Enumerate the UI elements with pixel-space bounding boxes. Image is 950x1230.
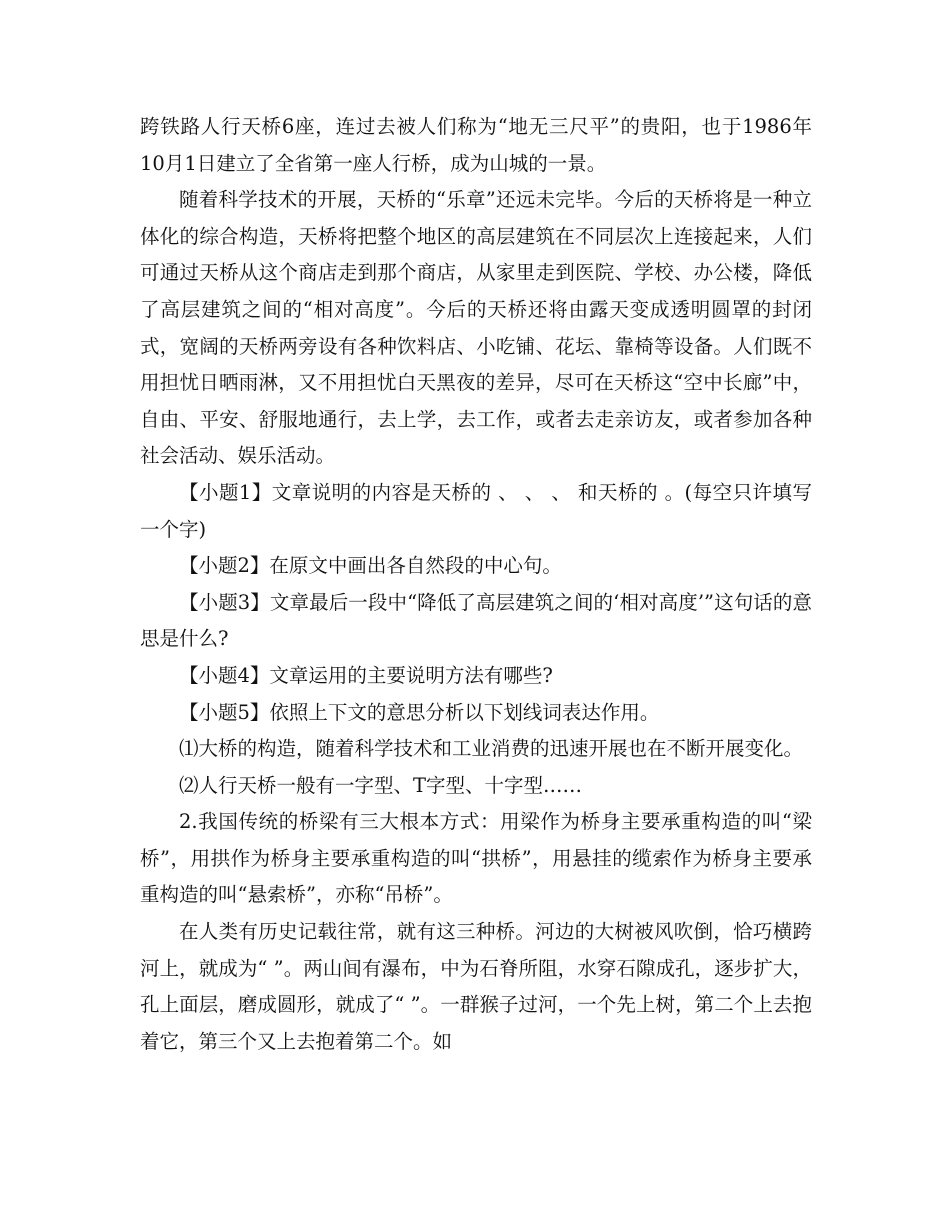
document-page [140, 109, 812, 1060]
question-4: 【小题4】文章运用的主要说明方法有哪些? [179, 663, 553, 687]
question-1: 【小题1】文章说明的内容是天桥的 、 、 、 和天桥的 。(每空只许填写一个字) [140, 480, 812, 541]
passage-2-body: 在人类有历史记载往常，就有这三种桥。河边的大树被风吹倒，恰巧横跨河上，就成为“ ”。两山间有瀑布，中为石脊所阻，水穿石隙成孔，逐步扩大，孔上面层，磨成圆形，就成了“ ”。一群猴子过河，一个先上树，第二个上去抱着它，第三个又上去抱着第二个。如 [140, 920, 812, 1053]
paragraph-skybridge-future: 随着科学技术的开展，天桥的“乐章”还远未完毕。今后的天桥将是一种立体化的综合构造，天桥将把整个地区的高层建筑在不同层次上连接起来，人们可通过天桥从这个商店走到那个商店，从家里走到医院、学校、办公楼，降低了高层建筑之间的“相对高度”。今后的天桥还将由露天变成透明圆罩的封闭式，宽阔的天桥两旁设有各种饮料店、小吃铺、花坛、靠椅等设备。人们既不用担忧日晒雨淋，又不用担忧白天黑夜的差异，尽可在天桥这“空中长廊”中，自由、平安、舒服地通行，去上学，去工作，或者去走亲访友，或者参加各种社会活动、娱乐活动。 [140, 188, 812, 468]
question-3: 【小题3】文章最后一段中“降低了高层建筑之间的‘相对高度’”这句话的意思是什么? [140, 590, 812, 651]
question-5-item-2: ⑵人行天桥一般有一字型、T字型、十字型…… [179, 773, 583, 797]
question-2: 【小题2】在原文中画出各自然段的中心句。 [179, 554, 562, 578]
paragraph-skybridge-history: 跨铁路人行天桥6座，连过去被人们称为“地无三尺平”的贵阳，也于1986年10月1日建立了全省第一座人行桥，成为山城的一景。 [140, 115, 812, 175]
passage-2-intro: 2.我国传统的桥梁有三大根本方式：用梁作为桥身主要承重构造的叫“梁桥”，用拱作为桥身主要承重构造的叫“拱桥”，用悬挂的缆索作为桥身主要承重构造的叫“悬索桥”，亦称“吊桥”。 [140, 810, 812, 907]
question-5-item-1: ⑴大桥的构造，随着科学技术和工业消费的迅速开展也在不断开展变化。 [179, 737, 804, 761]
question-5: 【小题5】依照上下文的意思分析以下划线词表达作用。 [179, 700, 660, 724]
